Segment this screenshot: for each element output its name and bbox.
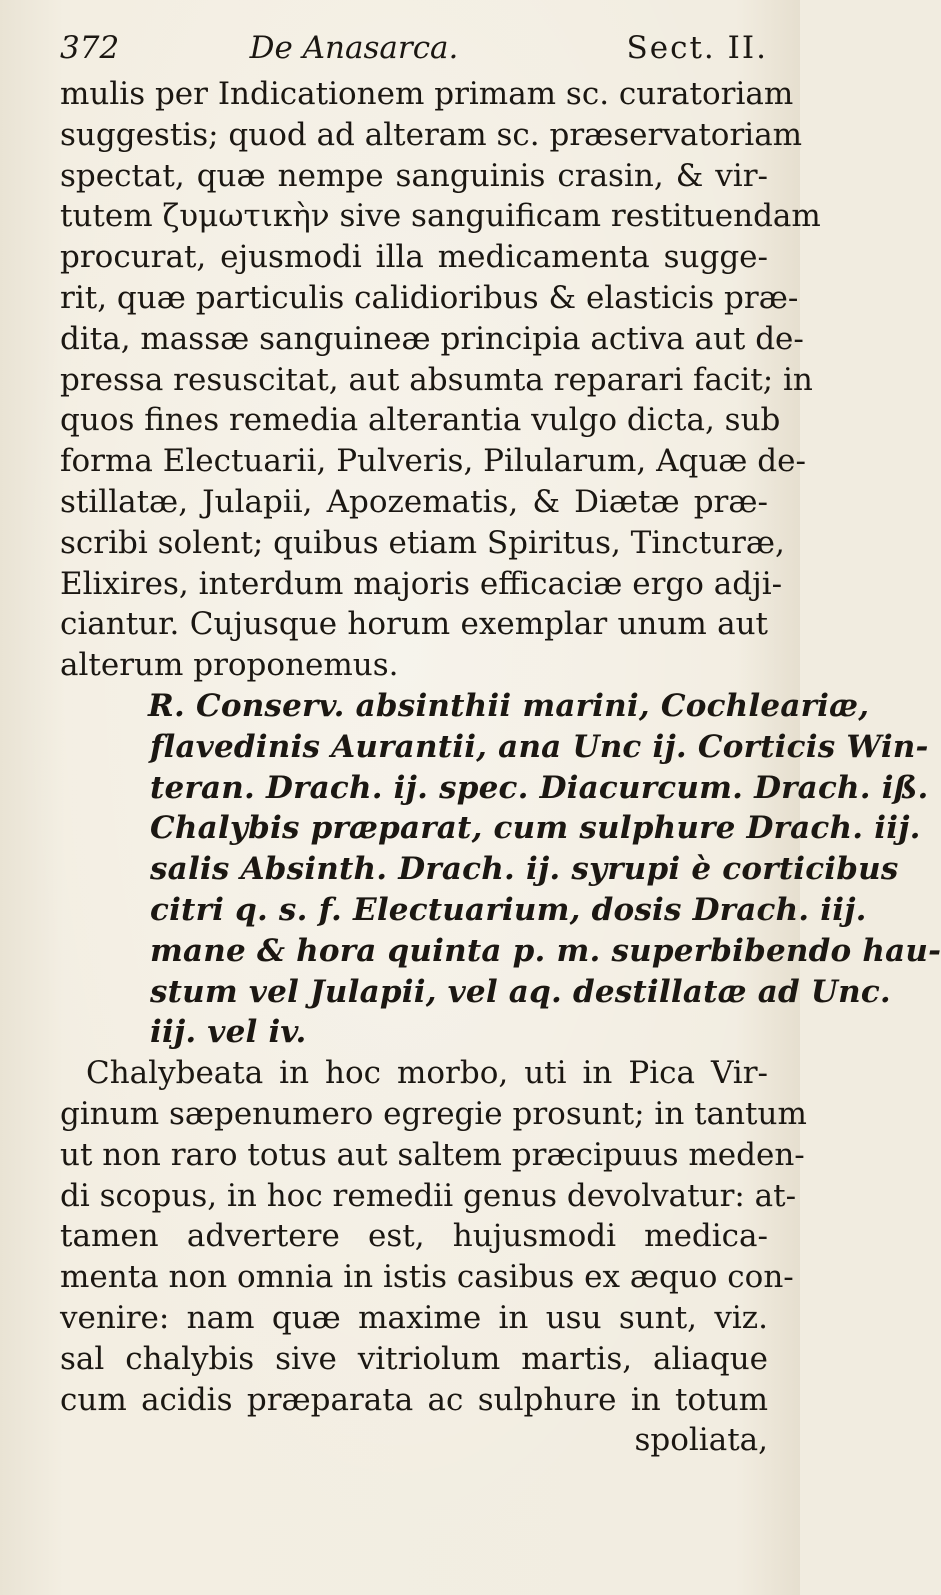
text-line: ut non raro totus aut saltem præcipuus meden- (60, 1136, 805, 1173)
text-line: menta non omnia in istis casibus ex æquo con- (60, 1259, 794, 1296)
text-line: Chalybeata in hoc morbo, uti in Pica Vir- (86, 1055, 768, 1092)
text-line: suggestis; quod ad alteram sc. præservatoriam (60, 116, 803, 153)
text-line: scribi solent; quibus etiam Spiritus, Tincturæ, (60, 524, 785, 561)
recipe-line: salis Absinth. Drach. ij. syrupi è corticibus (150, 851, 899, 888)
recipe-line: stum vel Julapii, vel aq. destillatæ ad Unc. (150, 973, 891, 1010)
text-line: tutem ζυμωτικὴν sive sanguificam restituendam (60, 198, 821, 235)
recipe-line: flavedinis Aurantii, ana Unc ij. Corticis Win- (150, 728, 929, 765)
text-line: tamen advertere est, hujusmodi medica- (60, 1218, 768, 1255)
recipe-line: mane & hora quinta p. m. superbibendo hau- (150, 932, 941, 969)
text-line: pressa resuscitat, aut absumta reparari facit; in (60, 361, 813, 398)
text-line: alterum proponemus. (60, 647, 399, 684)
text-line: spectat, quæ nempe sanguinis crasin, & vir- (60, 157, 768, 194)
text-line: cum acidis præparata ac sulphure in totum (60, 1381, 768, 1418)
section-mark: Sect. II. (626, 30, 768, 66)
text-line: forma Electuarii, Pulveris, Pilularum, Aquæ de- (60, 443, 806, 480)
text-line: sal chalybis sive vitriolum martis, aliaque (60, 1340, 768, 1377)
text-line: rit, quæ particulis calidioribus & elasticis præ- (60, 279, 799, 316)
text-line: quos fines remedia alterantia vulgo dicta, sub (60, 402, 781, 439)
recipe-line: teran. Drach. ij. spec. Diacurcum. Drach. iß. (150, 769, 929, 806)
text-line: procurat, ejusmodi illa medicamenta sugge- (60, 239, 768, 276)
body-text (60, 74, 941, 1461)
running-title: De Anasarca. (249, 30, 459, 66)
recipe-line: iij. vel iv. (150, 1014, 307, 1051)
page-header (60, 26, 768, 70)
text-line: Elixires, interdum majoris efficaciæ ergo adji- (60, 565, 783, 602)
text-line: di scopus, in hoc remedii genus devolvatur: at- (60, 1177, 797, 1214)
text-line: ginum sæpenumero egregie prosunt; in tantum (60, 1095, 807, 1132)
recipe-line: Chalybis præparat, cum sulphure Drach. iij. (150, 810, 921, 847)
recipe-line: citri q. s. f. Electuarium, dosis Drach. iij. (150, 891, 867, 928)
paragraph-chalybeata (60, 1053, 807, 1420)
text-line: dita, massæ sanguineæ principia activa aut de- (60, 320, 804, 357)
recipe-line: R. Conserv. absinthii marini, Cochleariæ, (148, 687, 870, 724)
text-line: ciantur. Cujusque horum exemplar unum aut (60, 606, 768, 643)
text-line: stillatæ, Julapii, Apozematis, & Diætæ præ- (60, 483, 768, 520)
text-line: mulis per Indicationem primam sc. curatoriam (60, 76, 794, 112)
page-number: 372 (60, 30, 120, 66)
recipe-electuary (60, 686, 941, 1053)
text-line: venire: nam quæ maxime in usu sunt, viz. (60, 1299, 768, 1336)
catchword: spoliata, (634, 1422, 768, 1459)
paragraph-indications (60, 74, 821, 686)
